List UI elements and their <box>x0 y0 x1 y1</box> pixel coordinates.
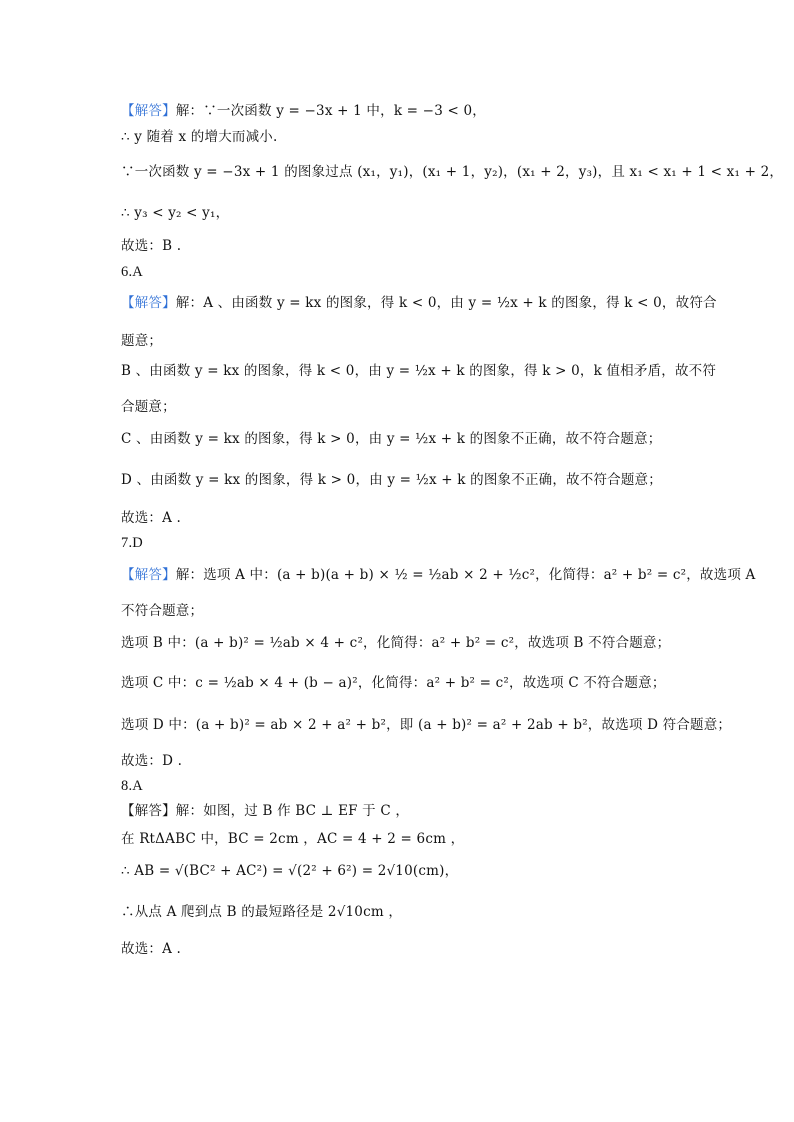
heading-7: 7.D <box>121 535 143 551</box>
line-13: 故选：A . <box>121 510 182 526</box>
line-2: ∴ y 随着 x 的增大而减小. <box>121 129 278 145</box>
line-20: 故选：D . <box>121 753 183 769</box>
line-16: 不符合题意； <box>121 603 204 619</box>
line-19: 选项 D 中：(a + b)² = ab × 2 + a² + b²，即 (a + b)² = a² + 2ab + b²，故选项 D 符合题意； <box>121 717 732 733</box>
line-17: 选项 B 中：(a + b)² = ½ab × 4 + c²，化简得：a² + b² = c²，故选项 B 不符合题意； <box>121 635 671 651</box>
answer-tag: 【解答】 <box>121 295 176 311</box>
line-5: 故选：B . <box>121 238 182 254</box>
line-22: 【解答】解：如图，过 B 作 BC ⊥ EF 于 C ， <box>121 803 410 819</box>
line-4: ∴ y₃ < y₂ < y₁， <box>121 205 230 221</box>
line-18: 选项 C 中：c = ½ab × 4 + (b − a)²，化简得：a² + b² = c²，故选项 C 不符合题意； <box>121 675 666 691</box>
line-23: 在 RtΔABC 中，BC = 2cm ，AC = 4 + 2 = 6cm ， <box>121 831 465 847</box>
line-24: ∴ AB = √(BC² + AC²) = √(2² + 6²) = 2√10(cm)， <box>121 863 459 879</box>
answer-tag: 【解答】 <box>121 567 176 583</box>
heading-6: 6.A <box>121 264 143 280</box>
line-10: 合题意； <box>121 399 176 415</box>
line-15: 【解答】解：选项 A 中：(a + b)(a + b) × ½ = ½ab × 2 + ½c²，化简得：a² + b² = c²，故选项 A <box>121 567 756 583</box>
line-26: 故选：A . <box>121 941 182 957</box>
line-1: 【解答】解：∵一次函数 y = −3x + 1 中，k = −3 < 0， <box>121 103 486 119</box>
line-7: 【解答】解：A 、由函数 y = kx 的图象，得 k < 0，由 y = ½x + k 的图象，得 k < 0，故符合 <box>121 295 717 311</box>
line-12: D 、由函数 y = kx 的图象，得 k > 0，由 y = ½x + k 的图象不正确，故不符合题意； <box>121 472 662 488</box>
line-25: ∴从点 A 爬到点 B 的最短路径是 2√10cm ， <box>121 904 403 920</box>
answer-tag: 【解答】 <box>121 103 176 119</box>
line-9: B 、由函数 y = kx 的图象，得 k < 0，由 y = ½x + k 的图象，得 k > 0，k 值相矛盾，故不符 <box>121 363 717 379</box>
line-8: 题意； <box>121 333 163 349</box>
heading-8: 8.A <box>121 778 143 794</box>
line-11: C 、由函数 y = kx 的图象，得 k > 0，由 y = ½x + k 的图象不正确，故不符合题意； <box>121 431 662 447</box>
line-3: ∵一次函数 y = −3x + 1 的图象过点 (x₁，y₁)，(x₁ + 1，y₂)，(x₁ + 2，y₃)，且 x₁ < x₁ + 1 < x₁ + 2， <box>121 164 784 180</box>
